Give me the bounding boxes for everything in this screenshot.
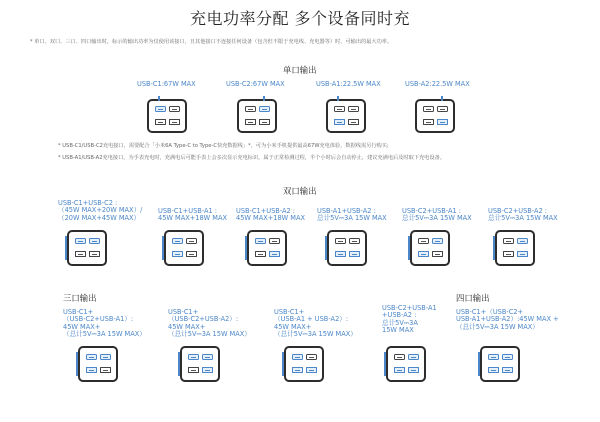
dual-label-a1-a2: USB-A1+USB-A2 : 总计5V⎓3A 15W MAX — [317, 207, 387, 223]
quad-port-heading: 四口输出 — [456, 293, 490, 303]
charger-device — [180, 346, 220, 382]
charger-device — [78, 346, 118, 382]
single-label-a1: USB-A1:22.5W MAX — [316, 80, 381, 88]
triple-label-2: USB-C1+ （USB-C2+USB-A2）: 45W MAX+ （总计5V⎓3A 15W MAX） — [168, 308, 251, 339]
charger-device — [247, 230, 287, 266]
quad-label: USB-C1+（USB-C2+ USB-A1+USB-A2）:45W MAX + （总计5V⎓3A 15W MAX） — [456, 308, 559, 331]
charger-device — [284, 346, 324, 382]
dual-label-c1-c2: USB-C1+USB-C2 : （45W MAX+20W MAX）/ （20W MAX+45W MAX） — [58, 199, 143, 222]
single-port-heading: 单口输出 — [283, 65, 317, 75]
charger-device — [67, 230, 107, 266]
dual-label-c1-a2: USB-C1+USB-A2 : 45W MAX+18W MAX — [236, 207, 305, 223]
dual-label-c2-a1: USB-C2+USB-A1 : 总计5V⎓3A 15W MAX — [402, 207, 472, 223]
charger-device — [237, 99, 277, 133]
triple-label-1: USB-C1+ （USB-C2+USB-A1）: 45W MAX+ （总计5V⎓3A 15W MAX） — [63, 308, 146, 339]
dual-label-c2-a2: USB-C2+USB-A2 : 总计5V⎓3A 15W MAX — [488, 207, 558, 223]
charger-device — [386, 346, 426, 382]
dual-label-c1-a1: USB-C1+USB-A1 : 45W MAX+18W MAX — [158, 207, 227, 223]
usage-note: * 单口、双口、三口、四口输出时，标示的输出功率为仅使用该接口，且其他接口不连接任何设备（包含但不限于充电线、充电器等）时，可输出的最大功率。 — [30, 39, 393, 45]
single-label-c2: USB-C2:67W MAX — [226, 80, 285, 88]
dual-port-heading: 双口输出 — [283, 186, 317, 196]
triple-label-4: USB-C2+USB-A1 +USB-A2 : 总计5V⎓3A 15W MAX — [382, 304, 437, 335]
single-label-c1: USB-C1:67W MAX — [137, 80, 196, 88]
charger-device — [327, 230, 367, 266]
charger-device — [495, 230, 535, 266]
triple-label-3: USB-C1+ （USB-A1 + USB-A2）: 45W MAX+ （总计5V⎓3A 15W MAX） — [274, 308, 357, 339]
cable-note: * USB-C1/USB-C2充电接口，需要配合「小米6A Type-C to Type-C快充数据线」*，可为小米手机提供最高67W充电体验，数据线需另行购买; — [58, 143, 389, 149]
watch-note: * USB-A1/USB-A2充电接口，为手表充电时，充满电后可能手表上会多次显示充电标识，属于正常检测过程，半个小时后会自动停止，建议充满电后及时取下充电设备。 — [58, 155, 445, 161]
charger-device — [480, 346, 520, 382]
charger-device — [415, 99, 455, 133]
single-label-a2: USB-A2:22.5W MAX — [405, 80, 470, 88]
page-title: 充电功率分配 多个设备同时充 — [189, 9, 411, 28]
triple-port-heading: 三口输出 — [63, 293, 97, 303]
charger-device — [164, 230, 204, 266]
charger-device — [326, 99, 366, 133]
charger-device — [410, 230, 450, 266]
charger-device — [147, 99, 187, 133]
